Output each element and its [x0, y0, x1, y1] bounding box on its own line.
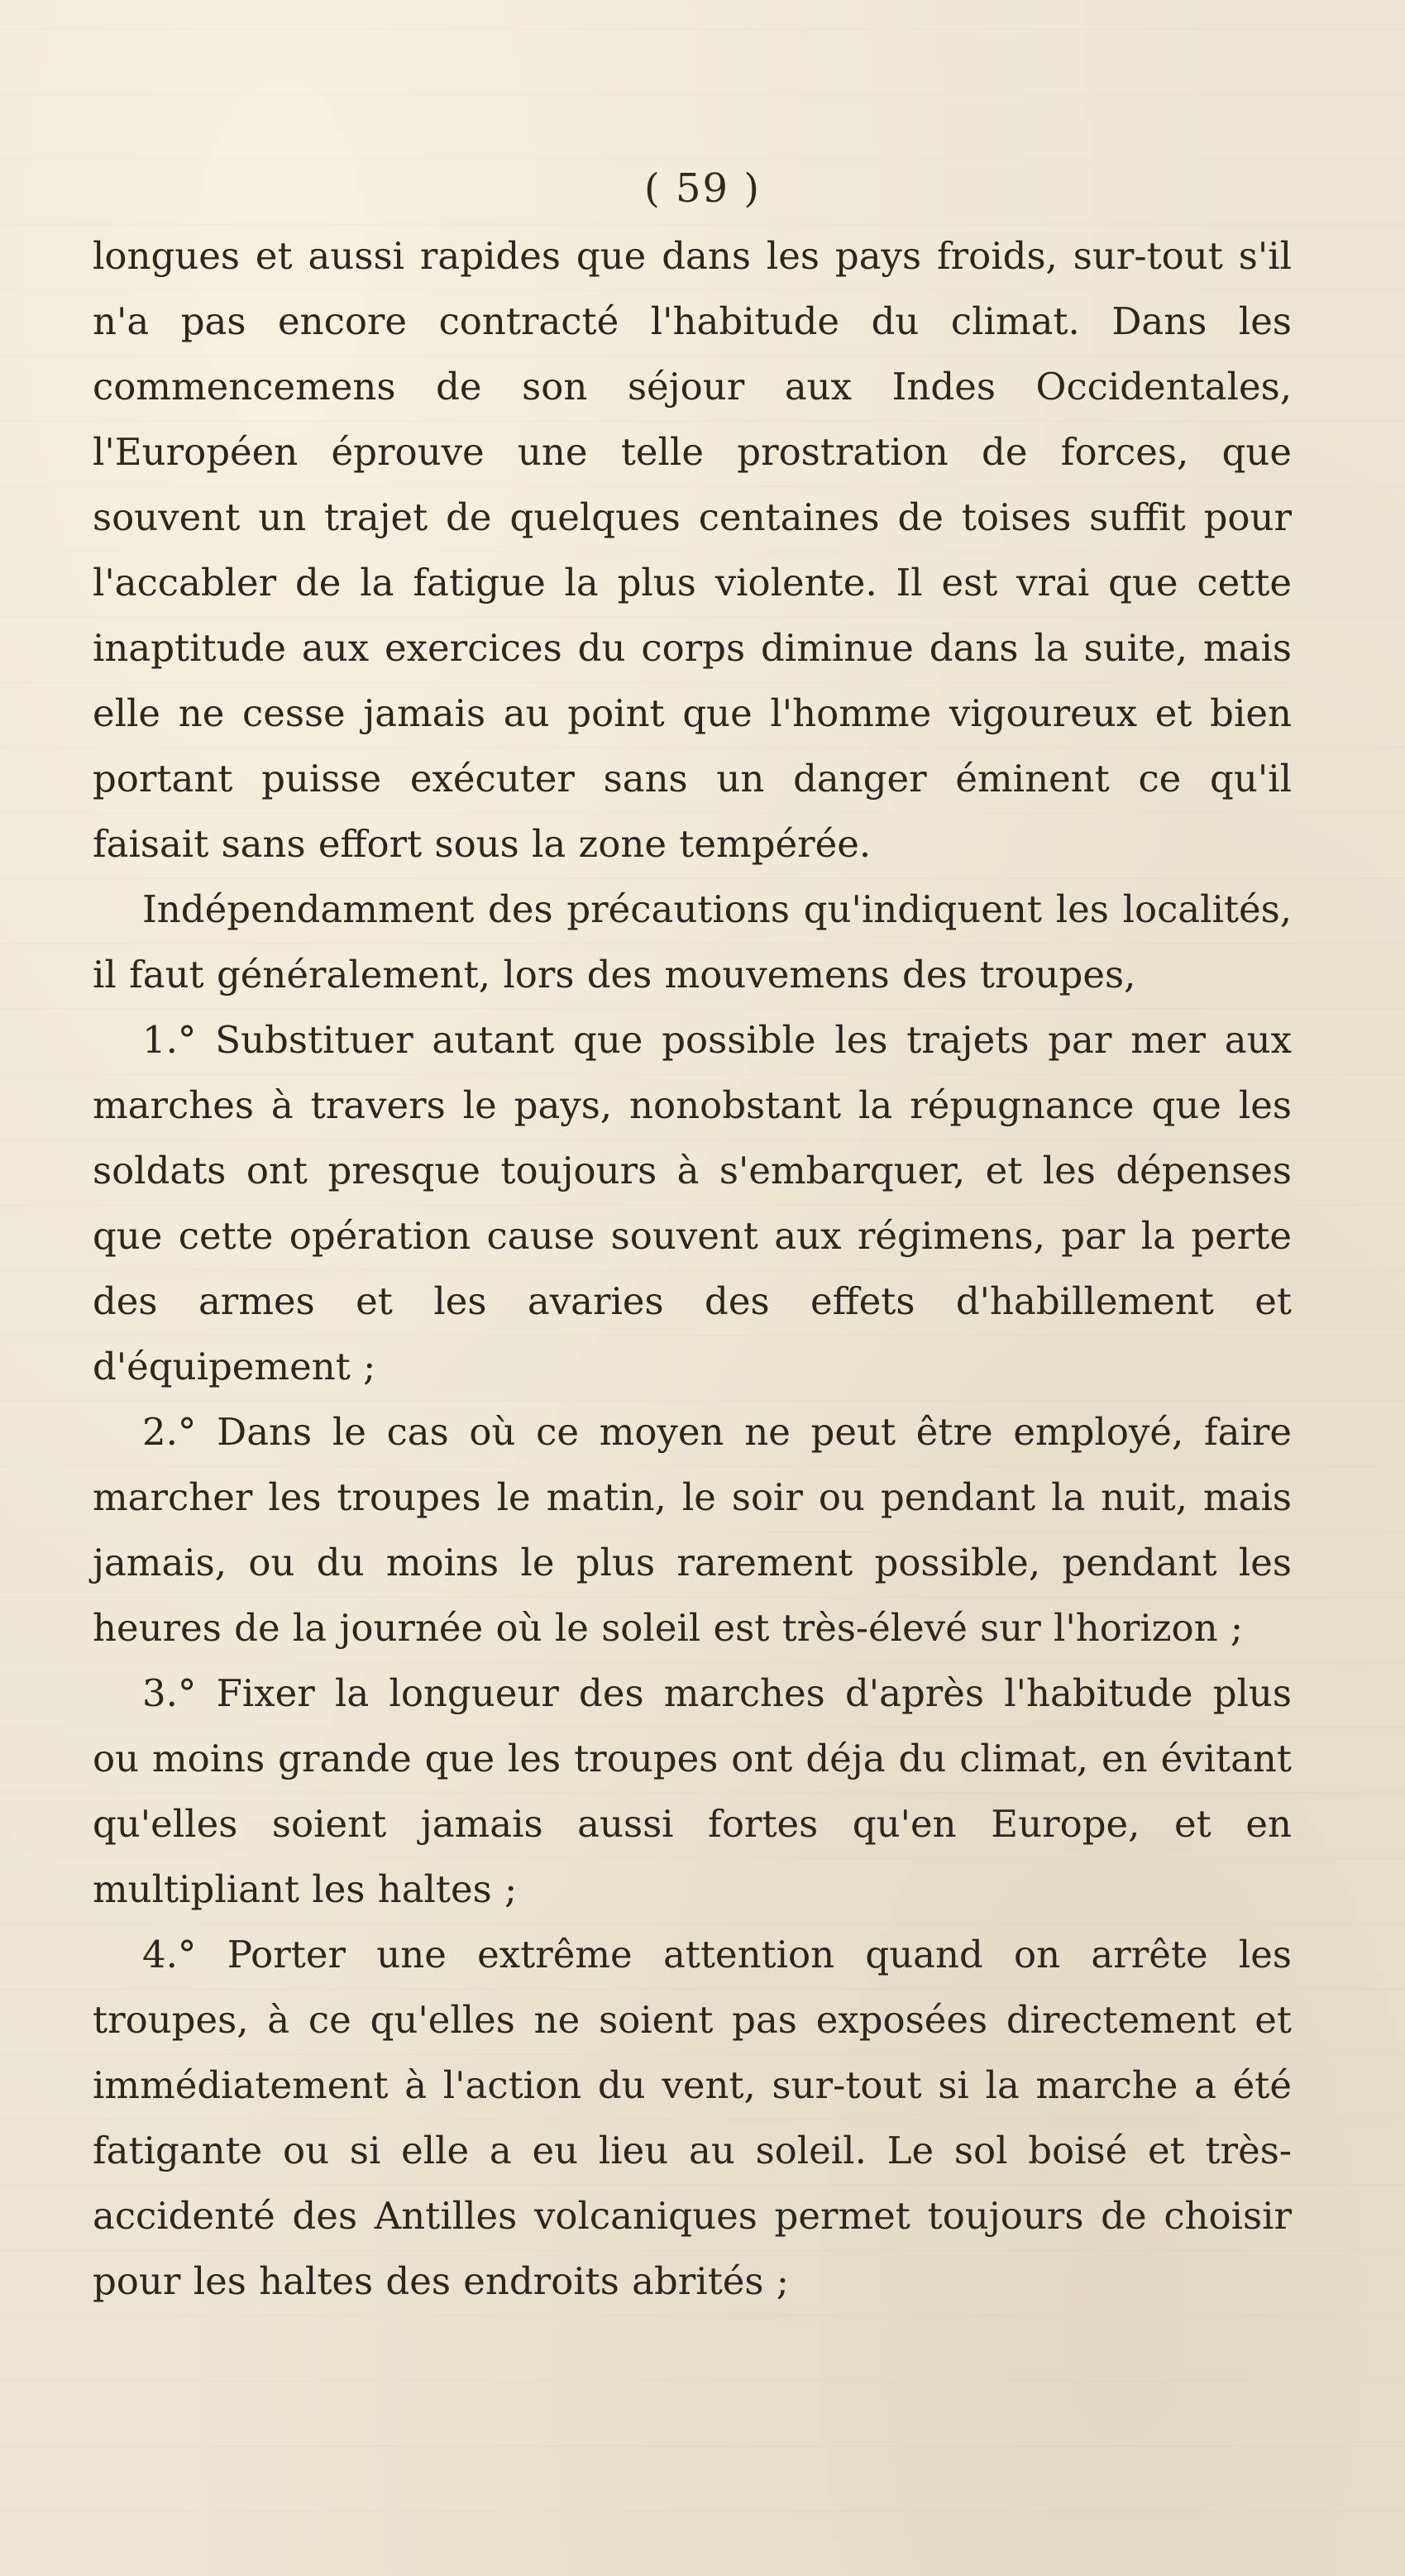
paragraph-continuation: longues et aussi rapides que dans les pays froids, sur-tout s'il n'a pas encore contracté l'habitude du climat. Dans les commencemens de son séjour aux Indes Occidentales, l'Européen éprouve une telle prostration de forces, que souvent un trajet de quelques centaines de toises suffit pour l'accabler de la fatigue la plus violente. Il est vrai que cette inaptitude aux exercices du corps diminue dans la suite, mais elle ne cesse jamais au point que l'homme vigoureux et bien portant puisse exécuter sans un danger éminent ce qu'il faisait sans effort sous la zone tempérée. — [93, 234, 1292, 866]
list-item-3: 3.° Fixer la longueur des marches d'après l'habitude plus ou moins grande que les troupes ont déja du climat, en évitant qu'elles soient jamais aussi fortes qu'en Europe, et en multipliant les haltes ; — [93, 1671, 1292, 1911]
page-number: ( 59 ) — [643, 165, 762, 212]
list-item-1: 1.° Substituer autant que possible les trajets par mer aux marches à travers le pays, nonobstant la répugnance que les soldats ont presque toujours à s'embarquer, et les dépenses que cette opération cause souvent aux régimens, par la perte des armes et les avaries des effets d'habillement et d'équipement ; — [93, 1018, 1292, 1388]
body-text — [93, 223, 1292, 2314]
paragraph-intro: Indépendamment des précautions qu'indiquent les localités, il faut généralement, lors des mouvemens des troupes, — [93, 887, 1292, 996]
list-item-4: 4.° Porter une extrême attention quand on arrête les troupes, à ce qu'elles ne soient pas exposées directement et immédiatement à l'action du vent, sur-tout si la marche a été fatigante ou si elle a eu lieu au soleil. Le sol boisé et très-accidenté des Antilles volcaniques permet toujours de choisir pour les haltes des endroits abrités ; — [93, 1933, 1292, 2303]
list-item-2: 2.° Dans le cas où ce moyen ne peut être employé, faire marcher les troupes le matin, le soir ou pendant la nuit, mais jamais, ou du moins le plus rarement possible, pendant les heures de la journée où le soleil est très-élevé sur l'horizon ; — [93, 1410, 1292, 1650]
